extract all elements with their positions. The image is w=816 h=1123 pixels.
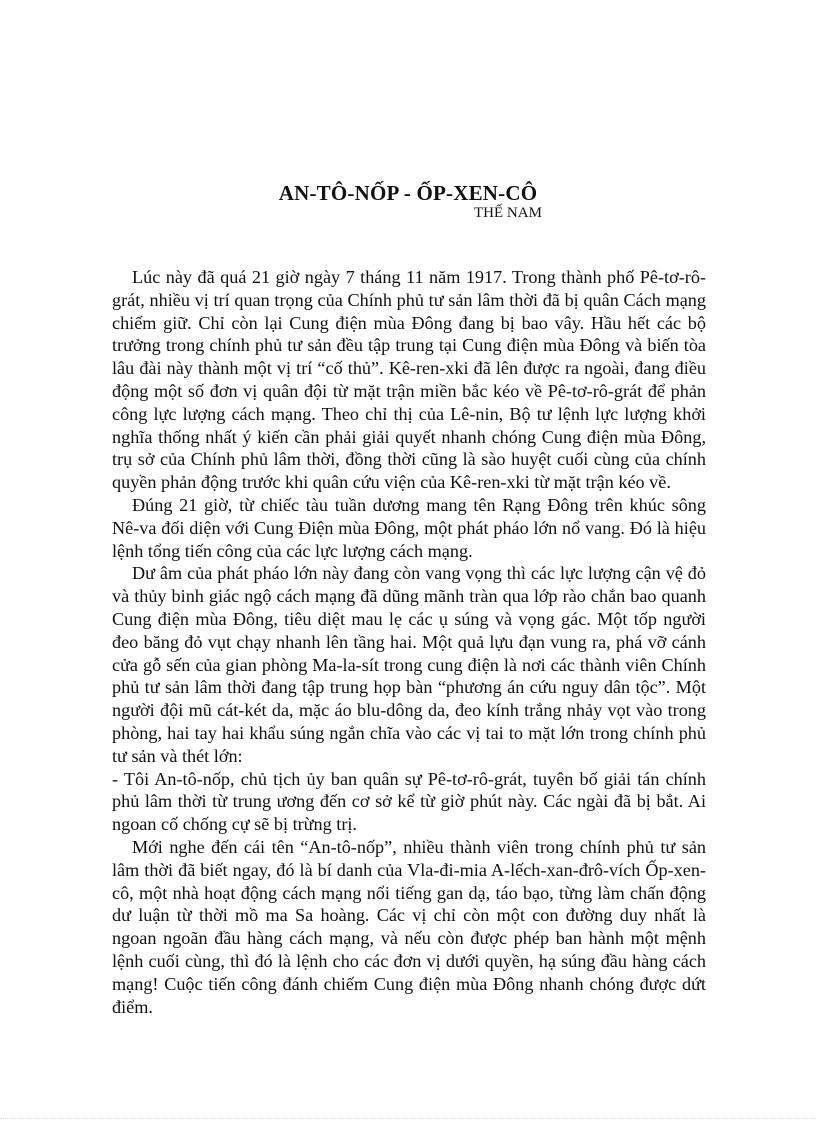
paragraph: Mới nghe đến cái tên “An-tô-nốp”, nhiều thành viên trong chính phủ tư sản lâm thời đã biết ngay, đó là bí danh của Vla-đi-mia A-lếch-xan-đrô-vích Ốp-xen-cô, một nhà hoạt động cách mạng nổi tiếng gan dạ, táo bạo, từng làm chấn động dư luận từ thời mồ ma Sa hoàng. Các vị chỉ còn một con đường duy nhất là ngoan ngoãn đầu hàng cách mạng, và nếu còn được phép ban hành một mệnh lệnh cuối cùng, thì đó là lệnh cho các đơn vị dưới quyền, hạ súng đầu hàng cách mạng! Cuộc tiến công đánh chiếm Cung điện mùa Đông nhanh chóng được dứt điểm. xyxy=(112,836,706,1017)
paragraph: Đúng 21 giờ, từ chiếc tàu tuần dương mang tên Rạng Đông trên khúc sông Nê-va đối diện với Cung Điện mùa Đông, một phát pháo lớn nổ vang. Đó là hiệu lệnh tổng tiến công của các lực lượng cách mạng. xyxy=(112,494,706,561)
article-body xyxy=(112,266,706,1018)
page-bottom-divider xyxy=(0,1118,816,1119)
dialogue-paragraph: - Tôi An-tô-nốp, chủ tịch ủy ban quân sự Pê-tơ-rô-grát, tuyên bố giải tán chính phủ lâm thời từ trung ương đến cơ sở kể từ giờ phút này. Các ngài đã bị bắt. Ai ngoan cố chống cự sẽ bị trừng trị. xyxy=(112,768,706,835)
author-name: THẾ NAM xyxy=(474,205,542,221)
paragraph: Dư âm của phát pháo lớn này đang còn vang vọng thì các lực lượng cận vệ đỏ và thủy binh giác ngộ cách mạng đã dũng mãnh tràn qua lớp rào chắn bao quanh Cung điện mùa Đông, tiêu diệt mau lẹ các ụ súng và vọng gác. Một tốp người đeo băng đỏ vụt chạy nhanh lên tầng hai. Một quả lựu đạn vung ra, phá vỡ cánh cửa gỗ sến của gian phòng Ma-la-sít trong cung điện là nơi các thành viên Chính phủ tư sản lâm thời đang tập trung họp bàn “phương án cứu nguy dân tộc”. Một người đội mũ cát-két da, mặc áo blu-dông da, đeo kính trắng nhảy vọt vào trong phòng, hai tay hai khẩu súng ngắn chĩa vào các vị tai to mặt lớn trong chính phủ tư sản và thét lớn: xyxy=(112,563,706,766)
page-title: AN-TÔ-NỐP - ỐP-XEN-CÔ xyxy=(278,181,538,205)
paragraph: Lúc này đã quá 21 giờ ngày 7 tháng 11 năm 1917. Trong thành phố Pê-tơ-rô-grát, nhiều vị trí quan trọng của Chính phủ tư sản lâm thời đã bị quân Cách mạng chiếm giữ. Chỉ còn lại Cung điện mùa Đông đang bị bao vây. Hầu hết các bộ trưởng trong chính phủ tư sản đều tập trung tại Cung điện mùa Đông và biến tòa lâu đài này thành một vị trí “cố thủ”. Kê-ren-xki đã lên được ra ngoài, đang điều động một số đơn vị quân đội từ mặt trận miền bắc kéo về Pê-tơ-rô-grát để phản công lực lượng cách mạng. Theo chỉ thị của Lê-nin, Bộ tư lệnh lực lượng khởi nghĩa thống nhất ý kiến cần phải giải quyết nhanh chóng Cung điện mùa Đông, trụ sở của Chính phủ lâm thời, đồng thời cũng là sào huyệt cuối cùng của chính quyền phản động trước khi quân cứu viện của Kê-ren-xki từ mặt trận kéo về. xyxy=(112,267,706,493)
